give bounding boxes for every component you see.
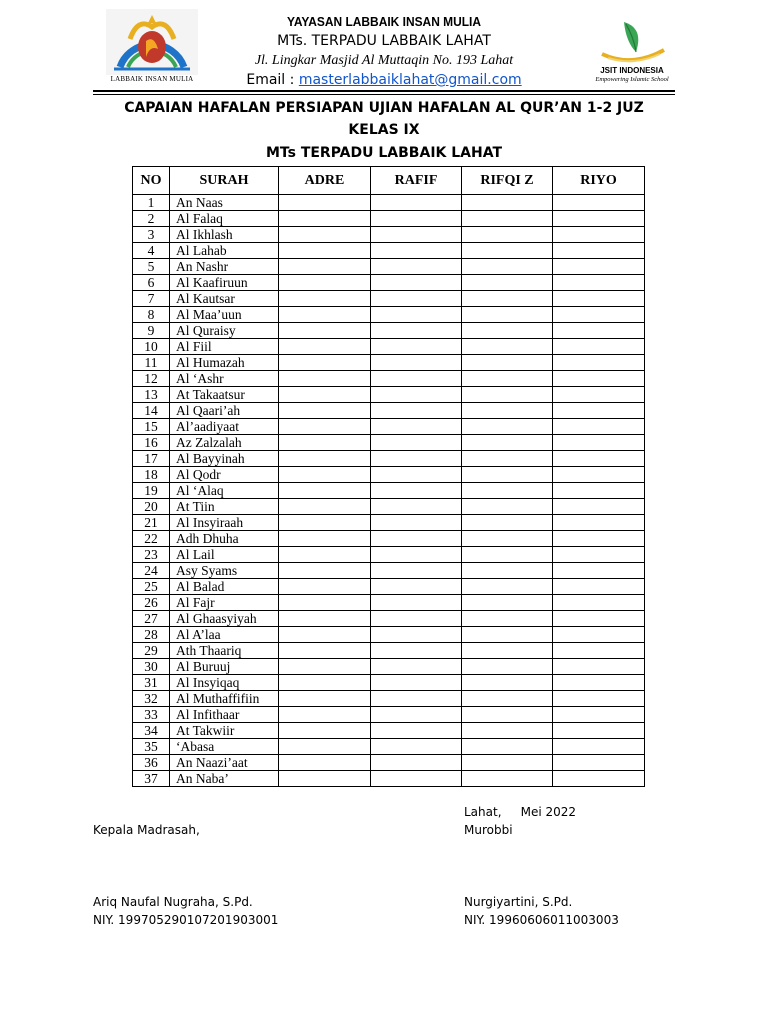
cell-surah: Al ‘Ashr [170,371,279,387]
cell-adre [279,755,371,771]
cell-no: 22 [133,531,170,547]
cell-riyo [553,675,645,691]
cell-rifqi-z [462,627,553,643]
cell-rafif [371,515,462,531]
table-row [133,211,645,227]
cell-adre [279,595,371,611]
cell-riyo [553,371,645,387]
yayasan-name: YAYASAN LABBAIK INSAN MULIA [286,14,482,29]
cell-riyo [553,307,645,323]
table-row [133,691,645,707]
cell-rifqi-z [462,739,553,755]
cell-adre [279,307,371,323]
cell-rifqi-z [462,451,553,467]
cell-surah: Al Lahab [170,243,279,259]
table-row [133,515,645,531]
header-riyo: RIYO [553,167,645,195]
table-row [133,355,645,371]
cell-rifqi-z [462,707,553,723]
cell-surah: Adh Dhuha [170,531,279,547]
cell-rafif [371,323,462,339]
cell-no: 37 [133,771,170,787]
cell-surah: Al Kautsar [170,291,279,307]
cell-rafif [371,467,462,483]
cell-rafif [371,659,462,675]
cell-rafif [371,531,462,547]
cell-surah: An Naazi’aat [170,755,279,771]
cell-rafif [371,691,462,707]
cell-rafif [371,483,462,499]
signature-name-kepala: Ariq Naufal Nugraha, S.Pd. [93,895,253,909]
cell-rifqi-z [462,611,553,627]
cell-surah: Al Falaq [170,211,279,227]
cell-no: 5 [133,259,170,275]
cell-no: 27 [133,611,170,627]
cell-rafif [371,675,462,691]
cell-adre [279,499,371,515]
cell-riyo [553,579,645,595]
cell-riyo [553,403,645,419]
table-row [133,611,645,627]
table-row [133,499,645,515]
cell-rifqi-z [462,499,553,515]
table-row [133,435,645,451]
cell-adre [279,291,371,307]
cell-riyo [553,467,645,483]
cell-no: 21 [133,515,170,531]
cell-rifqi-z [462,691,553,707]
cell-rafif [371,611,462,627]
cell-adre [279,659,371,675]
cell-rifqi-z [462,675,553,691]
cell-riyo [553,643,645,659]
cell-surah: An Nashr [170,259,279,275]
table-row [133,483,645,499]
cell-rifqi-z [462,419,553,435]
cell-riyo [553,515,645,531]
logo-caption: LABBAIK INSAN MULIA [110,75,194,83]
cell-rafif [371,419,462,435]
cell-surah: Al Ghaasyiyah [170,611,279,627]
cell-rifqi-z [462,563,553,579]
cell-no: 32 [133,691,170,707]
cell-rifqi-z [462,659,553,675]
yayasan-logo [106,9,198,87]
table-header-row [133,167,645,195]
cell-surah: Al Fajr [170,595,279,611]
cell-adre [279,259,371,275]
cell-surah: Asy Syams [170,563,279,579]
table-row [133,547,645,563]
cell-adre [279,483,371,499]
cell-no: 23 [133,547,170,563]
cell-adre [279,563,371,579]
cell-no: 18 [133,467,170,483]
cell-surah: Al Qodr [170,467,279,483]
cell-rifqi-z [462,275,553,291]
cell-rafif [371,499,462,515]
jsit-logo [592,20,672,88]
cell-surah: At Takaatsur [170,387,279,403]
cell-riyo [553,275,645,291]
cell-riyo [553,259,645,275]
cell-no: 13 [133,387,170,403]
hafalan-table [132,166,645,787]
cell-rafif [371,275,462,291]
jsit-name: JSIT INDONESIA [600,66,664,75]
cell-adre [279,547,371,563]
cell-rifqi-z [462,547,553,563]
table-row [133,275,645,291]
table-row [133,227,645,243]
cell-riyo [553,435,645,451]
cell-surah: Al Balad [170,579,279,595]
header-no: NO [133,167,170,195]
table-row [133,755,645,771]
table-row [133,531,645,547]
cell-adre [279,419,371,435]
cell-adre [279,515,371,531]
cell-rifqi-z [462,515,553,531]
cell-no: 9 [133,323,170,339]
yayasan-emblem-icon [106,9,198,75]
cell-surah: Al Qaari’ah [170,403,279,419]
cell-adre [279,531,371,547]
table-row [133,403,645,419]
cell-surah: Al Insyiqaq [170,675,279,691]
cell-adre [279,627,371,643]
cell-rifqi-z [462,227,553,243]
cell-riyo [553,419,645,435]
cell-rafif [371,563,462,579]
cell-adre [279,339,371,355]
cell-no: 6 [133,275,170,291]
cell-no: 24 [133,563,170,579]
cell-rifqi-z [462,723,553,739]
cell-surah: Al A’laa [170,627,279,643]
cell-rifqi-z [462,579,553,595]
cell-no: 35 [133,739,170,755]
cell-adre [279,691,371,707]
cell-surah: Al Buruuj [170,659,279,675]
cell-no: 26 [133,595,170,611]
cell-riyo [553,563,645,579]
cell-rifqi-z [462,531,553,547]
cell-rafif [371,755,462,771]
cell-rifqi-z [462,259,553,275]
cell-rafif [371,739,462,755]
cell-rifqi-z [462,355,553,371]
cell-rafif [371,259,462,275]
cell-rifqi-z [462,643,553,659]
cell-no: 28 [133,627,170,643]
cell-no: 19 [133,483,170,499]
cell-riyo [553,755,645,771]
email-line [200,72,568,88]
cell-riyo [553,195,645,211]
cell-no: 4 [133,243,170,259]
cell-surah: Al Lail [170,547,279,563]
letterhead-divider-thick [93,90,675,92]
cell-rafif [371,339,462,355]
table-row [133,307,645,323]
cell-rifqi-z [462,387,553,403]
cell-riyo [553,339,645,355]
cell-no: 8 [133,307,170,323]
cell-rafif [371,595,462,611]
cell-surah: At Tiin [170,499,279,515]
cell-no: 14 [133,403,170,419]
table-row [133,323,645,339]
table-row [133,675,645,691]
cell-surah: Al Bayyinah [170,451,279,467]
cell-riyo [553,547,645,563]
class-title: KELAS IX [348,122,420,138]
cell-rifqi-z [462,211,553,227]
cell-rafif [371,643,462,659]
cell-riyo [553,659,645,675]
signature-niy-murobbi: NIY. 19960606011003003 [464,913,619,927]
table-row [133,259,645,275]
cell-adre [279,723,371,739]
cell-rafif [371,723,462,739]
cell-no: 25 [133,579,170,595]
signature-role-kepala: Kepala Madrasah, [93,823,200,837]
table-row [133,707,645,723]
cell-rafif [371,707,462,723]
cell-surah: Al Insyiraah [170,515,279,531]
cell-riyo [553,227,645,243]
cell-rafif [371,627,462,643]
cell-riyo [553,627,645,643]
cell-surah: Al Muthaffifiin [170,691,279,707]
cell-riyo [553,323,645,339]
cell-no: 1 [133,195,170,211]
cell-no: 7 [133,291,170,307]
cell-no: 10 [133,339,170,355]
cell-rafif [371,451,462,467]
cell-rafif [371,211,462,227]
table-row [133,723,645,739]
email-label: Email : [246,72,299,88]
cell-adre [279,675,371,691]
cell-riyo [553,611,645,627]
cell-surah: Al Maa’uun [170,307,279,323]
cell-rafif [371,387,462,403]
cell-no: 17 [133,451,170,467]
cell-adre [279,467,371,483]
cell-surah: Al Humazah [170,355,279,371]
cell-no: 33 [133,707,170,723]
table-body [133,195,645,787]
table-row [133,195,645,211]
cell-rifqi-z [462,755,553,771]
cell-rifqi-z [462,291,553,307]
cell-adre [279,611,371,627]
cell-rafif [371,243,462,259]
cell-rifqi-z [462,339,553,355]
cell-surah: Al Infithaar [170,707,279,723]
table-row [133,643,645,659]
cell-riyo [553,211,645,227]
cell-riyo [553,723,645,739]
table-row [133,387,645,403]
cell-adre [279,643,371,659]
cell-adre [279,355,371,371]
cell-rifqi-z [462,595,553,611]
cell-surah: Az Zalzalah [170,435,279,451]
header-rifqi-z: RIFQI Z [462,167,553,195]
cell-rafif [371,291,462,307]
cell-surah: Ath Thaariq [170,643,279,659]
cell-surah: An Naas [170,195,279,211]
table-row [133,467,645,483]
cell-riyo [553,291,645,307]
cell-rafif [371,227,462,243]
cell-riyo [553,243,645,259]
cell-adre [279,739,371,755]
cell-adre [279,579,371,595]
cell-rifqi-z [462,371,553,387]
cell-riyo [553,739,645,755]
cell-rifqi-z [462,243,553,259]
cell-riyo [553,707,645,723]
signature-name-murobbi: Nurgiyartini, S.Pd. [464,895,573,909]
signature-niy-kepala: NIY. 199705290107201903001 [93,913,279,927]
document-title: CAPAIAN HAFALAN PERSIAPAN UJIAN HAFALAN AL QUR’AN 1-2 JUZ [124,100,644,116]
cell-adre [279,323,371,339]
cell-rifqi-z [462,483,553,499]
cell-riyo [553,355,645,371]
cell-rafif [371,403,462,419]
email-link[interactable]: masterlabbaiklahat@gmail.com [298,72,522,88]
cell-no: 16 [133,435,170,451]
cell-riyo [553,691,645,707]
cell-rifqi-z [462,323,553,339]
cell-riyo [553,451,645,467]
cell-no: 34 [133,723,170,739]
cell-surah: Al Ikhlash [170,227,279,243]
cell-adre [279,211,371,227]
jsit-tagline: Empowering Islamic School [595,76,669,83]
cell-surah: Al Fiil [170,339,279,355]
cell-riyo [553,483,645,499]
cell-adre [279,371,371,387]
school-name: MTs. TERPADU LABBAIK LAHAT [277,33,491,49]
cell-rifqi-z [462,195,553,211]
cell-riyo [553,771,645,787]
cell-adre [279,451,371,467]
cell-no: 20 [133,499,170,515]
cell-no: 2 [133,211,170,227]
cell-no: 31 [133,675,170,691]
table-row [133,771,645,787]
cell-no: 36 [133,755,170,771]
cell-adre [279,227,371,243]
cell-rifqi-z [462,307,553,323]
cell-adre [279,387,371,403]
leaf-swoosh-icon [592,20,672,66]
cell-rifqi-z [462,403,553,419]
cell-adre [279,435,371,451]
cell-rafif [371,547,462,563]
cell-adre [279,707,371,723]
signature-date: Lahat, Mei 2022 [464,805,577,819]
cell-surah: At Takwiir [170,723,279,739]
table-row [133,579,645,595]
cell-adre [279,195,371,211]
cell-rifqi-z [462,467,553,483]
table-row [133,419,645,435]
header-rafif: RAFIF [371,167,462,195]
cell-rafif [371,355,462,371]
cell-no: 3 [133,227,170,243]
table-row [133,595,645,611]
header-adre: ADRE [279,167,371,195]
cell-no: 29 [133,643,170,659]
cell-surah: Al’aadiyaat [170,419,279,435]
school-address: Jl. Lingkar Masjid Al Muttaqin No. 193 Lahat [254,53,514,68]
cell-rifqi-z [462,771,553,787]
cell-adre [279,771,371,787]
cell-rafif [371,435,462,451]
cell-rafif [371,307,462,323]
table-row [133,659,645,675]
table-row [133,451,645,467]
cell-riyo [553,531,645,547]
cell-no: 30 [133,659,170,675]
cell-adre [279,243,371,259]
table-row [133,563,645,579]
cell-adre [279,403,371,419]
table-row [133,291,645,307]
table-row [133,339,645,355]
cell-rifqi-z [462,435,553,451]
table-row [133,627,645,643]
header-surah: SURAH [170,167,279,195]
cell-rafif [371,195,462,211]
school-title: MTs TERPADU LABBAIK LAHAT [265,145,503,161]
cell-riyo [553,595,645,611]
cell-surah: Al Quraisy [170,323,279,339]
cell-surah: Al Kaafiruun [170,275,279,291]
cell-surah: ‘Abasa [170,739,279,755]
cell-adre [279,275,371,291]
table-row [133,371,645,387]
cell-rafif [371,771,462,787]
cell-no: 11 [133,355,170,371]
cell-riyo [553,499,645,515]
cell-surah: Al ‘Alaq [170,483,279,499]
cell-rafif [371,579,462,595]
table-row [133,243,645,259]
table-row [133,739,645,755]
signature-role-murobbi: Murobbi [464,823,513,837]
cell-no: 15 [133,419,170,435]
letterhead-divider-thin [93,94,675,95]
cell-surah: An Naba’ [170,771,279,787]
cell-no: 12 [133,371,170,387]
cell-rafif [371,371,462,387]
cell-riyo [553,387,645,403]
